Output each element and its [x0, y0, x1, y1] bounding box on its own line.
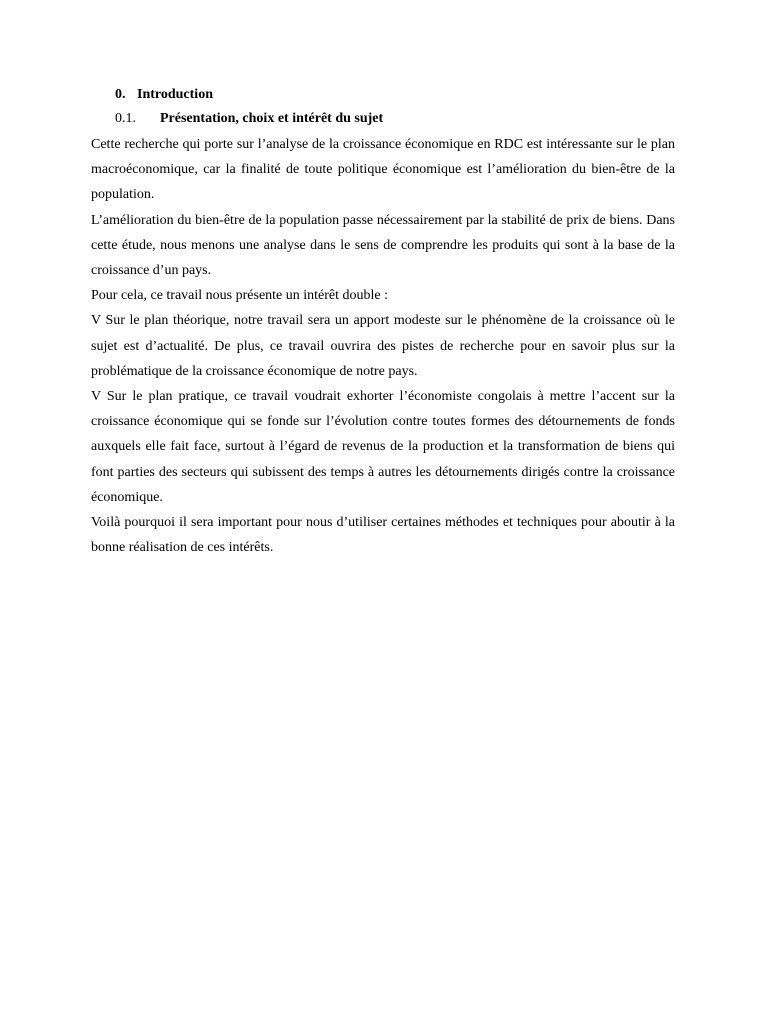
- subsection-title: Présentation, choix et intérêt du sujet: [160, 111, 384, 126]
- section-heading: [91, 83, 675, 106]
- section-number: 0.: [115, 87, 126, 102]
- paragraph-double-interest: Pour cela, ce travail nous présente un intérêt double :: [91, 288, 389, 304]
- section-title: Introduction: [137, 87, 213, 102]
- paragraph-practical: V Sur le plan pratique, ce travail voudrait exhorter l’économiste congolais à mettre l’accent sur la croissance économique qui se fonde sur l’évolution contre toutes formes des détournements de fonds auxquels elle fait face, surtout à l’égard de revenus de la production et la transformation de biens qui font parties des secteurs qui subissent des temps à autres les détournements dirigés contre la croissance économique.: [91, 389, 675, 505]
- subsection-heading: [91, 106, 675, 132]
- document-body: [91, 83, 675, 560]
- paragraph-theoretical: V Sur le plan théorique, notre travail sera un apport modeste sur le phénomène de la croissance où le sujet est d’actualité. De plus, ce travail ouvrira des pistes de recherche pour en savoir plus sur la problématique de la croissance économique de notre pays.: [91, 313, 675, 379]
- paragraph-wellbeing: L’amélioration du bien-être de la population passe nécessairement par la stabilité de prix de biens. Dans cette étude, nous menons une analyse dans le sens de comprendre les produits qui sont à la base de la croissance d’un pays.: [91, 212, 675, 279]
- paragraph-conclusion: Voilà pourquoi il sera important pour nous d’utiliser certaines méthodes et techniques pour aboutir à la bonne réalisation de ces intérêts.: [91, 515, 675, 556]
- subsection-number: 0.1.: [115, 111, 136, 126]
- paragraph-intro: Cette recherche qui porte sur l’analyse de la croissance économique en RDC est intéressante sur le plan macroéconomique, car la finalité de toute politique économique est l’amélioration du bien-être de la population.: [91, 137, 675, 203]
